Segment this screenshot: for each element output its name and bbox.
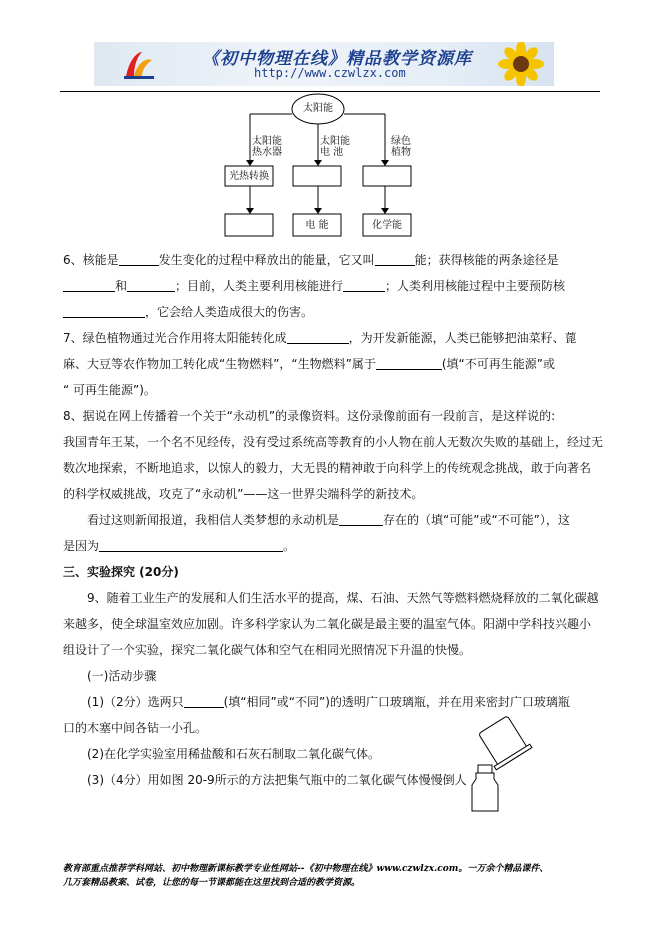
branch2-arrow-label-2: 电 池 — [320, 147, 344, 158]
q9-line1: 9、随着工业生产的发展和人们生活水平的提高，煤、石油、天然气等燃料燃烧释放的二氧化碳越 — [87, 591, 599, 605]
q8-line2: 我国青年王某，一个名不见经传，没有受过系统高等教育的小人物在前人无数次失败的基础上，经过无 — [63, 435, 604, 449]
q9-blank-1[interactable] — [184, 695, 224, 708]
site-logo-icon — [122, 48, 156, 82]
q8-blank-1[interactable] — [339, 513, 383, 526]
branch3-arrow-label-2: 植物 — [391, 147, 411, 158]
branch1-arrow-label-2: 热水器 — [252, 147, 282, 158]
diagram-lines — [215, 92, 420, 240]
branch2-arrow-label-1: 太阳能 — [320, 136, 350, 147]
solar-energy-diagram — [215, 92, 420, 240]
q8-line4: 的科学权威挑战，攻克了“永动机”——这一世界尖端科学的新技术。 — [63, 487, 424, 501]
q6-blank-2[interactable] — [375, 253, 415, 266]
box-chemical-energy: 化学能 — [372, 220, 402, 231]
gas-jar-pouring-icon — [466, 715, 536, 815]
q6-line1: 6、核能是 发生变化的过程中释放出的能量，它又叫 能；获得核能的两条途径是 — [63, 253, 559, 267]
q9-step3: (3)（4分）用如图 20-9所示的方法把集气瓶中的二氧化碳气体慢慢倒人 — [87, 773, 467, 787]
banner-url[interactable]: http://www.czwlzx.com — [254, 66, 406, 80]
q6-line2: 和 ；目前，人类主要利用核能进行 ；人类利用核能过程中主要预防核 — [63, 277, 603, 294]
q6-blank-5[interactable] — [343, 279, 385, 292]
page-footer — [63, 862, 623, 890]
banner-title: 《初中物理在线》精品教学资源库 — [202, 49, 472, 69]
q6-blank-3[interactable] — [63, 279, 115, 292]
q8-blank-2[interactable] — [99, 539, 283, 552]
q7-blank-2[interactable] — [376, 357, 442, 370]
q7-line2: 麻、大豆等农作物加工转化成“生物燃料”，“生物燃料”属于 (填“不可再生能源”或 — [63, 357, 555, 371]
q6-blank-1[interactable] — [119, 253, 159, 266]
q8-line1: 8、据说在网上传播着一个关于“永动机”的录像资料。这份录像前面有一段前言，是这样说的: — [63, 409, 556, 423]
section3-title: 三、实验探究 (20分) — [63, 565, 179, 579]
q9-step1-line1: (1)（2分）选两只 (填“相同”或“不同”)的透明广口玻璃瓶，并在用来密封广口玻璃瓶 — [87, 695, 570, 709]
q8-line3: 数次地探索，不断地追求，以惊人的毅力，大无畏的精神敢于向科学上的传统观念挑战，敢于向著名 — [63, 461, 592, 475]
q7-line3: “ 可再生能源”)。 — [63, 383, 156, 397]
sunflower-icon — [494, 42, 548, 86]
q9-step-title: (一)活动步骤 — [87, 669, 157, 683]
q9-line2: 来越多，使全球温室效应加剧。许多科学家认为二氧化碳是最主要的温室气体。阳湖中学科技兴趣小 — [63, 617, 592, 631]
q7-blank-1[interactable] — [287, 331, 349, 344]
q9-step1-line2: 口的木塞中间各钻一小孔。 — [63, 721, 208, 735]
footer-line-1: 教育部重点推荐学科网站、初中物理新课标教学专业性网站--《初中物理在线》www.czwlzx.com。一万余个精品课件、 — [63, 864, 549, 874]
q6-line3: ，它会给人类造成很大的伤害。 — [63, 303, 603, 320]
q6-blank-6[interactable] — [63, 305, 145, 318]
header-banner — [94, 42, 554, 86]
q8-line5: 看过这则新闻报道，我相信人类梦想的永动机是 存在的（填“可能”或“不可能”），这 — [87, 513, 570, 527]
diagram-source-label: 太阳能 — [303, 103, 333, 114]
box-light-heat: 光热转换 — [229, 171, 269, 182]
footer-line-2: 几万套精品教案、试卷，让您的每一节课都能在这里找到合适的教学资源。 — [63, 878, 361, 888]
q9-line3: 组设计了一个实验，探究二氧化碳气体和空气在相同光照情况下升温的快慢。 — [63, 643, 472, 657]
branch3-arrow-label-1: 绿色 — [391, 136, 411, 147]
q7-line1: 7、绿色植物通过光合作用将太阳能转化成 ，为开发新能源，人类已能够把油菜籽、蓖 — [63, 331, 577, 345]
branch1-arrow-label-1: 太阳能 — [252, 136, 282, 147]
q9-step2: (2)在化学实验室用稀盐酸和石灰石制取二氧化碳气体。 — [87, 747, 381, 761]
q8-line6: 是因为 。 — [63, 539, 296, 553]
q6-blank-4[interactable] — [127, 279, 175, 292]
box-electric-energy: 电 能 — [305, 220, 329, 231]
